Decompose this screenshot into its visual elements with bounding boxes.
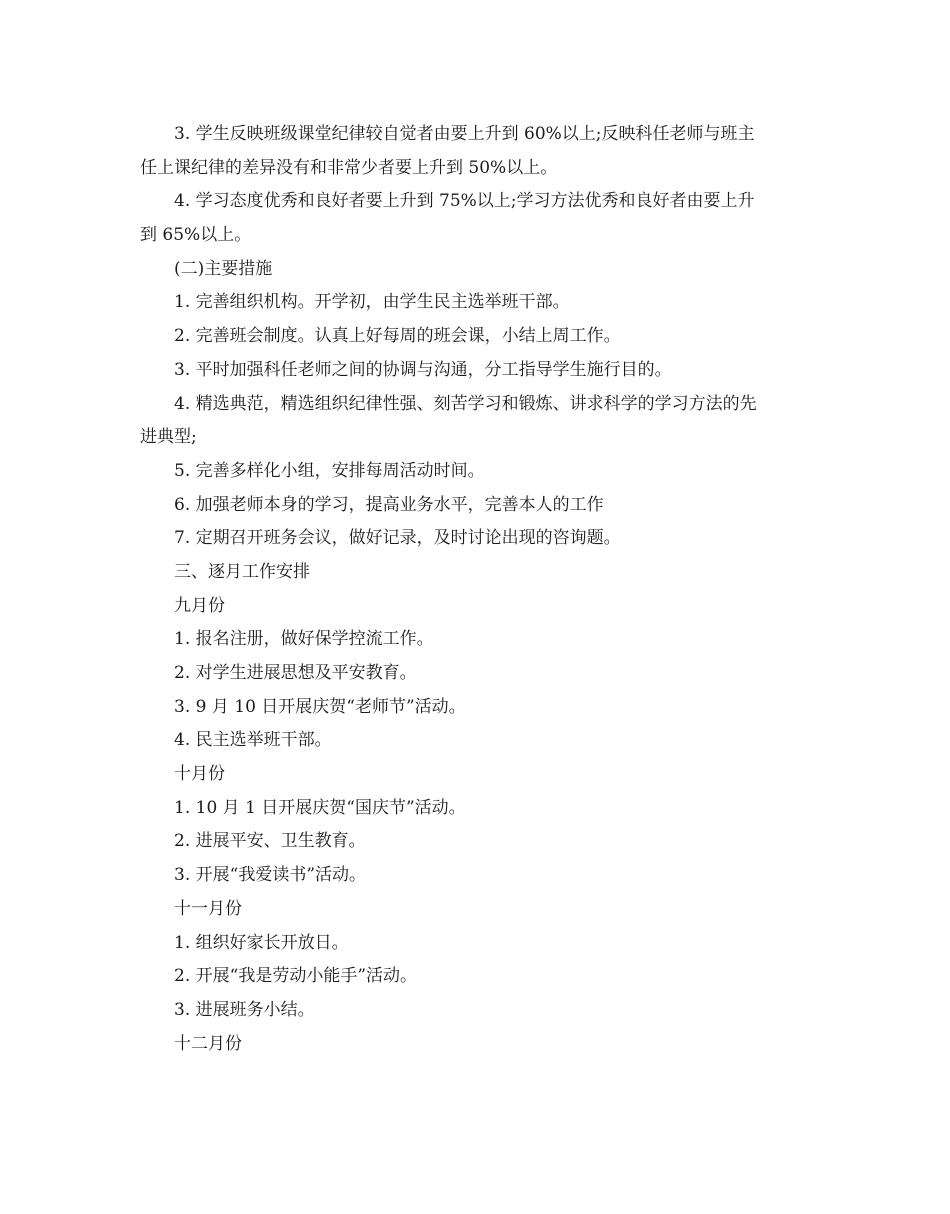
- list-item-continuation: 进典型;: [140, 427, 197, 448]
- month-heading: 十二月份: [174, 1033, 242, 1054]
- list-item: 2. 完善班会制度。认真上好每周的班会课，小结上周工作。: [174, 326, 621, 347]
- list-item: 1. 完善组织机构。开学初，由学生民主选举班干部。: [174, 292, 570, 313]
- list-item: 4. 精选典范，精选组织纪律性强、刻苦学习和锻炼、讲求科学的学习方法的先: [174, 393, 757, 414]
- list-item: 7. 定期召开班务会议，做好记录，及时讨论出现的咨询题。: [174, 528, 621, 549]
- list-item: 4. 民主选举班干部。: [174, 730, 332, 751]
- list-item: 3. 平时加强科任老师之间的协调与沟通，分工指导学生施行目的。: [174, 359, 672, 380]
- list-item: 2. 进展平安、卫生教育。: [174, 831, 366, 852]
- list-item: 6. 加强老师本身的学习，提高业务水平，完善本人的工作: [174, 494, 604, 515]
- section-heading: 三、逐月工作安排: [174, 561, 310, 582]
- paragraph-line: 3. 学生反映班级课堂纪律较自觉者由要上升到 60%以上;反映科任老师与班主: [174, 124, 755, 144]
- paragraph-line: 任上课纪律的差异没有和非常少者要上升到 50%以上。: [140, 157, 558, 178]
- month-heading: 九月份: [174, 595, 225, 616]
- list-item: 2. 开展“我是劳动小能手”活动。: [174, 966, 418, 987]
- section-heading: (二)主要措施: [174, 258, 273, 279]
- month-heading: 十月份: [174, 764, 225, 785]
- list-item: 1. 10 月 1 日开展庆贺“国庆节”活动。: [174, 797, 466, 818]
- list-item: 3. 开展“我爱读书”活动。: [174, 865, 367, 886]
- list-item: 5. 完善多样化小组，安排每周活动时间。: [174, 460, 485, 481]
- paragraph-line: 到 65%以上。: [140, 225, 252, 246]
- list-item: 2. 对学生进展思想及平安教育。: [174, 663, 417, 683]
- list-item: 1. 报名注册，做好保学控流工作。: [174, 629, 434, 650]
- list-item: 3. 进展班务小结。: [174, 999, 315, 1020]
- document-page: [140, 118, 812, 1061]
- month-heading: 十一月份: [174, 898, 242, 919]
- paragraph-line: 4. 学习态度优秀和良好者要上升到 75%以上;学习方法优秀和良好者由要上升: [174, 191, 755, 212]
- list-item: 1. 组织好家长开放日。: [174, 932, 349, 953]
- list-item: 3. 9 月 10 日开展庆贺“老师节”活动。: [174, 696, 466, 717]
